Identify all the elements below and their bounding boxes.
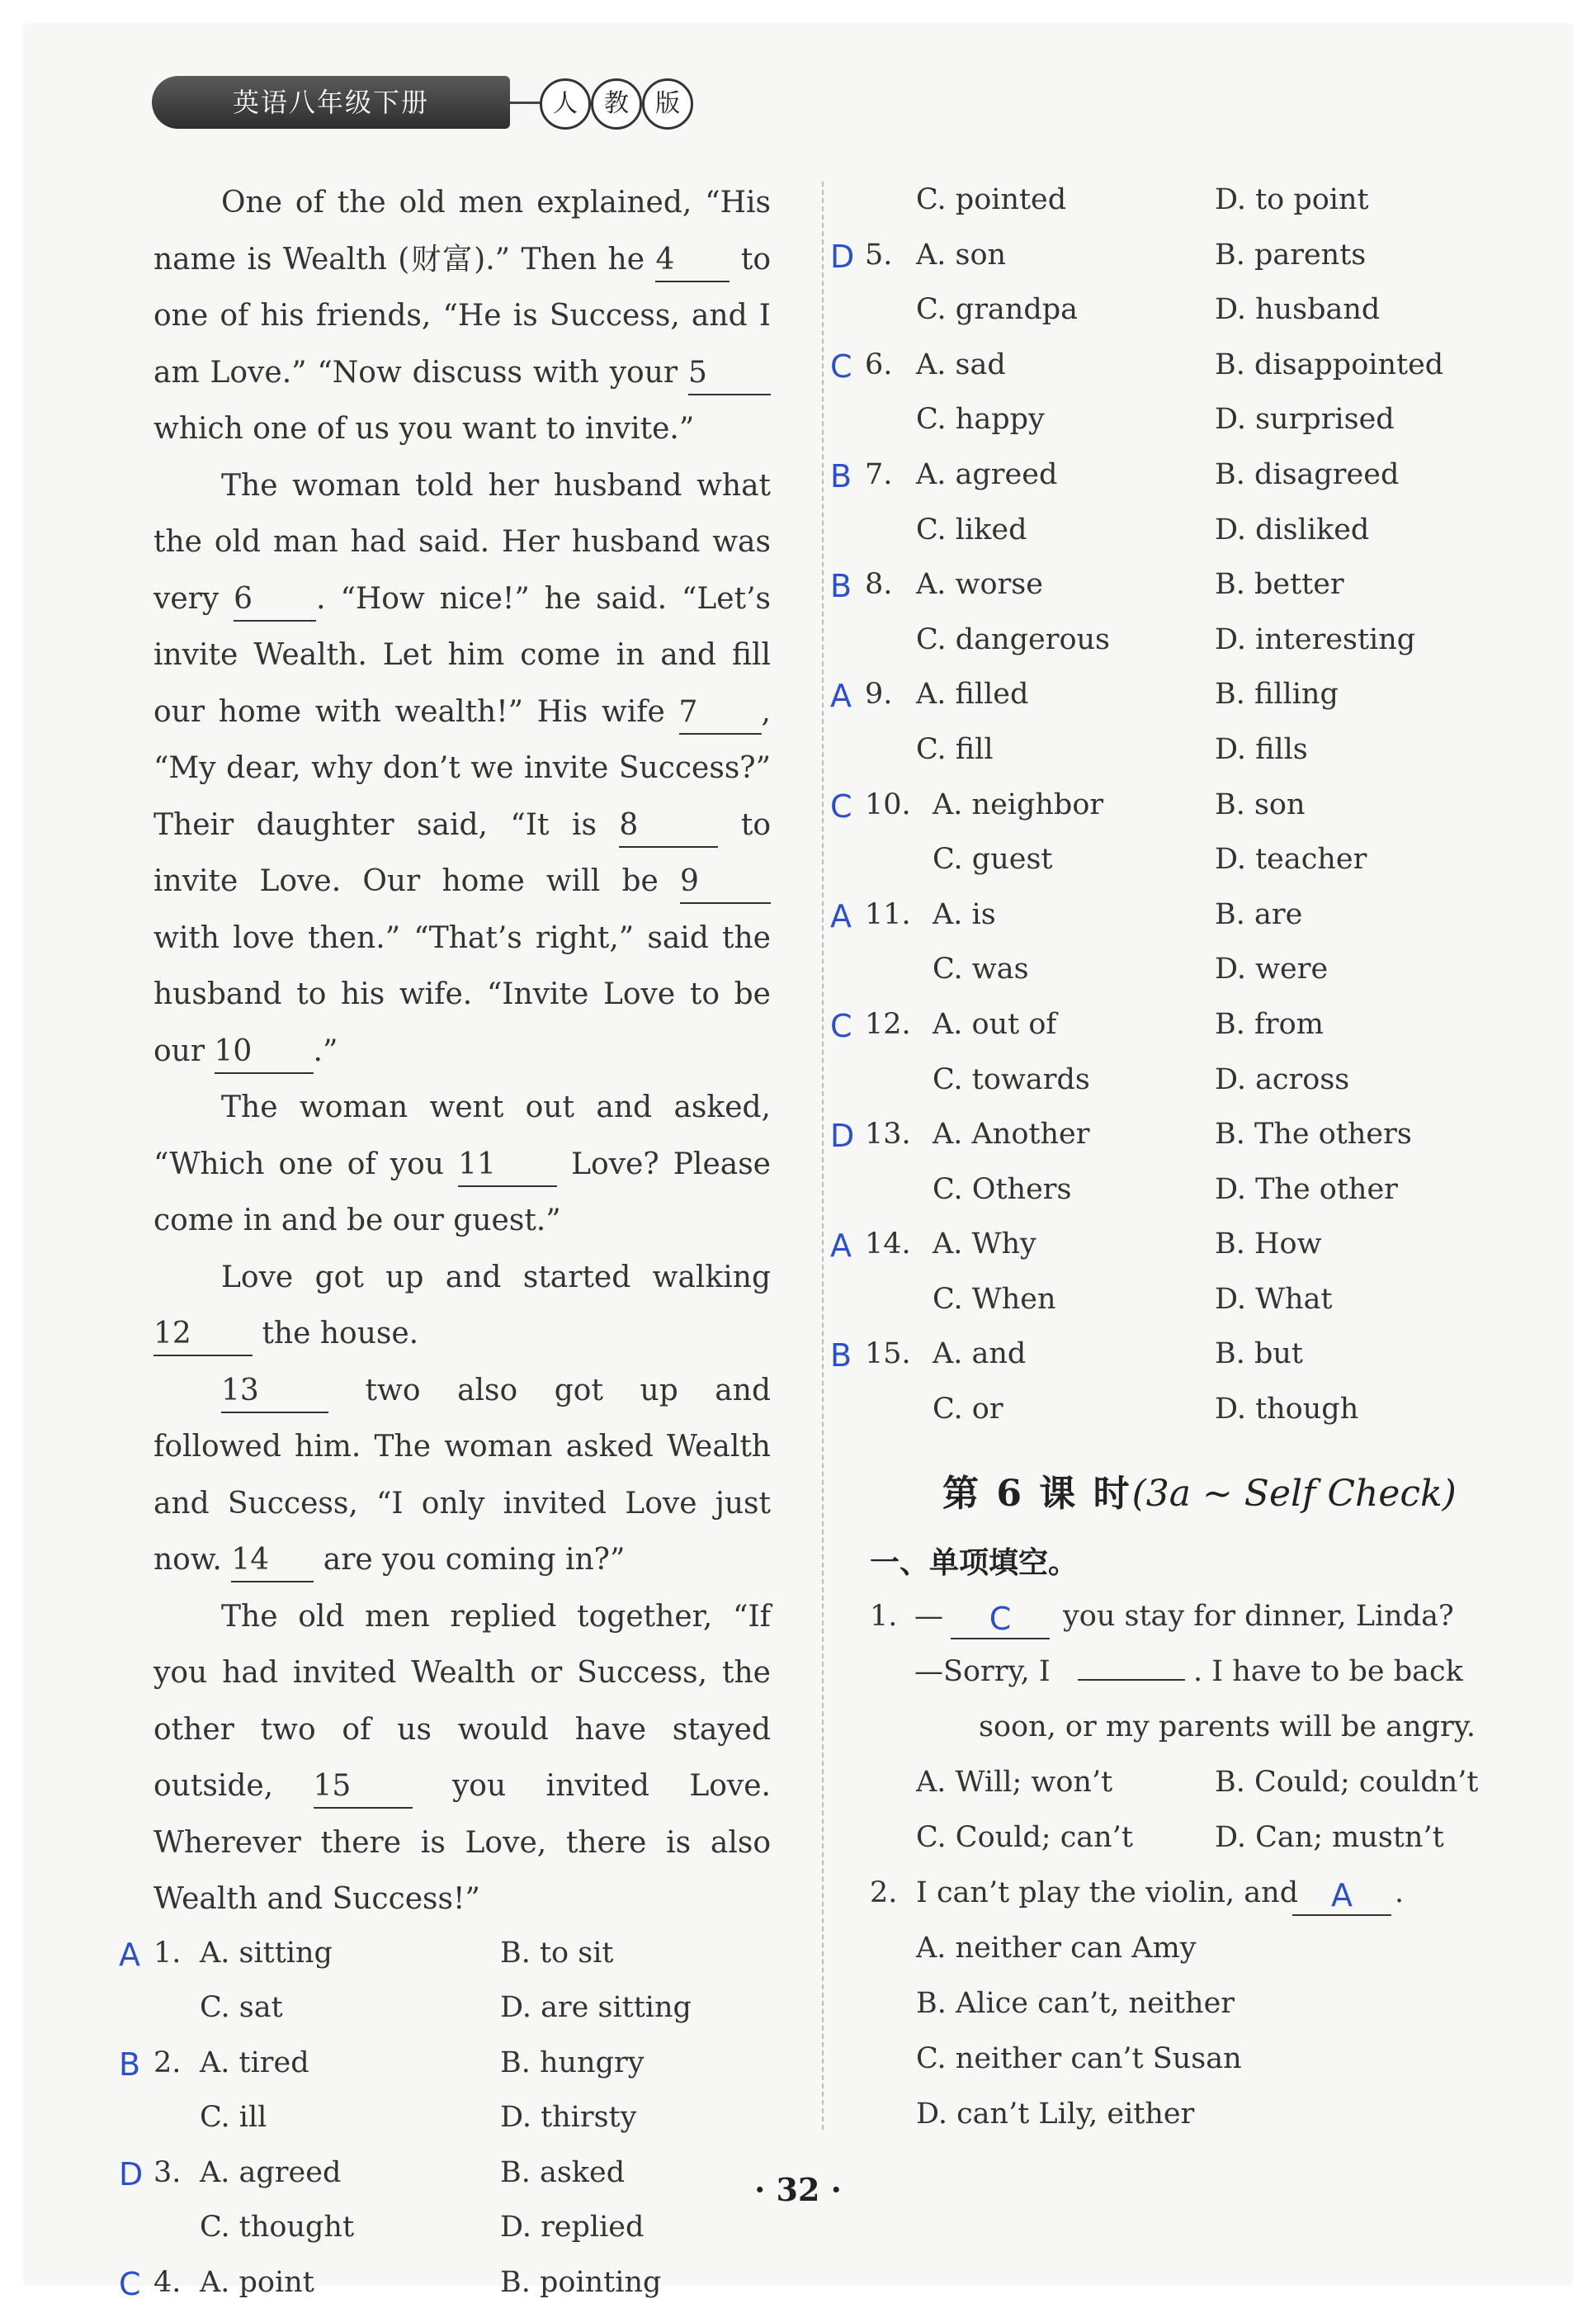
option-row-11-cd (830, 944, 1507, 1000)
option-row-9-cd (830, 725, 1507, 780)
option-row-15-cd (830, 1384, 1507, 1440)
passage-text: Love? Please come in and be our guest.” (153, 1147, 771, 1237)
passage-text: , “My dear, why don’t we invite Success?” Their daughter said, “It is (153, 694, 771, 842)
option-d: D. though (1215, 1393, 1359, 1426)
option-b: B. asked (500, 2155, 626, 2189)
option-row-3-cd (153, 2202, 771, 2258)
question-number: 5. (865, 238, 893, 272)
option-row-4 (119, 2258, 771, 2313)
passage-text: .” (313, 1034, 338, 1068)
edition-badge-1: 人 (540, 78, 591, 130)
question-dash: — (914, 1599, 943, 1633)
blank-11: 11 (458, 1144, 557, 1187)
blank-5: 5 (688, 352, 771, 395)
option-b: B. from (1215, 1007, 1324, 1041)
handwritten-answer: B (830, 1337, 852, 1374)
blank-10: 10 (215, 1031, 314, 1074)
option-a: A. and (933, 1337, 1027, 1371)
option-d: D. across (1215, 1062, 1350, 1096)
option-row-10 (830, 780, 1507, 835)
question-1-options-cd (830, 1813, 1507, 1868)
lesson-title-cn: 第 6 课 时 (942, 1472, 1132, 1515)
option-a: A. sitting (200, 1936, 333, 1970)
passage-paragraph (153, 175, 771, 458)
option-row-2-cd (153, 2093, 771, 2148)
option-d: D. replied (500, 2211, 645, 2244)
option-d: D. The other (1215, 1172, 1398, 1206)
passage-paragraph (153, 1250, 771, 1363)
handwritten-answer: A (830, 678, 852, 715)
question-number: 15. (865, 1337, 911, 1371)
book-title-banner: 英语八年级下册 (152, 76, 510, 129)
option-b: B. disagreed (1215, 457, 1400, 491)
question-2-line-1 (830, 1868, 1507, 1923)
option-row-13 (830, 1109, 1507, 1165)
option-b: B. son (1215, 788, 1306, 821)
question-2-option-b (830, 1979, 1507, 2034)
question-number: 12. (865, 1007, 911, 1041)
handwritten-answer: A (830, 897, 852, 934)
option-a: A. Will; won’t (916, 1765, 1113, 1799)
option-row-7 (830, 450, 1507, 505)
passage-text: you invited Love. Wherever there is Love, there is also Wealth and Success!” (153, 1769, 771, 1916)
passage-paragraph (153, 458, 771, 1081)
option-row-4-cd (830, 175, 1507, 230)
option-b: B. hungry (500, 2046, 645, 2079)
header-connector (510, 102, 540, 104)
option-b: B. disappointed (1215, 348, 1444, 381)
option-d: D. can’t Lily, either (916, 2097, 1195, 2131)
question-text: I can’t play the violin, and (916, 1875, 1299, 1909)
option-c: C. grandpa (916, 293, 1079, 327)
handwritten-answer: D (830, 1118, 855, 1155)
option-c: C. Others (933, 1172, 1072, 1206)
passage-paragraph (153, 1589, 771, 1928)
option-d: D. Can; mustn’t (1215, 1820, 1444, 1854)
option-a: A. agreed (200, 2155, 342, 2189)
option-row-8 (830, 560, 1507, 615)
handwritten-answer: A (119, 1936, 140, 1973)
question-text: you stay for dinner, Linda? (1063, 1599, 1454, 1633)
blank-4: 4 (655, 239, 730, 282)
passage-text: The woman told her husband what the old man had said. Her husband was very (153, 468, 771, 616)
option-b: B. parents (1215, 238, 1367, 272)
passage-paragraph (153, 1080, 771, 1250)
option-row-9 (830, 669, 1507, 725)
option-b: B. are (1215, 897, 1303, 931)
passage-text: Love got up and started walking (221, 1260, 771, 1294)
option-a: A. neither can Amy (916, 1931, 1197, 1965)
question-number: 14. (865, 1227, 911, 1261)
passage-text: are you coming in?” (314, 1543, 626, 1577)
right-column (830, 175, 1507, 2145)
blank-15: 15 (314, 1766, 413, 1809)
option-a: A. sad (916, 348, 1006, 381)
options-list-right (830, 175, 1507, 1440)
option-row-10-cd (830, 835, 1507, 890)
option-b: B. but (1215, 1337, 1303, 1371)
passage-text: The woman went out and asked, “Which one of you (153, 1090, 771, 1181)
option-c: C. happy (916, 403, 1045, 437)
passage-text: The old men replied together, “If you had invited Wealth or Success, the other two of us would have stayed outside, (153, 1599, 771, 1803)
handwritten-answer: B (830, 568, 852, 605)
passage-text: two also got up and followed him. The woman asked Wealth and Success, “I only invited Love just now. (153, 1373, 771, 1577)
question-1-options-ab (830, 1757, 1507, 1813)
handwritten-answer: C (119, 2266, 141, 2303)
blank-12: 12 (153, 1313, 253, 1356)
handwritten-answer: B (830, 457, 852, 494)
handwritten-answer: C (830, 788, 852, 825)
option-c: C. thought (200, 2211, 355, 2244)
question-number: 13. (865, 1118, 911, 1152)
question-number: 4. (153, 2266, 182, 2300)
question-1-line-2 (830, 1647, 1507, 1702)
option-c: C. liked (916, 513, 1027, 546)
passage-text: the house. (253, 1317, 419, 1350)
answer-blank (951, 1600, 1050, 1639)
passage-text: to one of his friends, “He is Success, and I am Love.” “Now discuss with your (153, 242, 771, 390)
handwritten-answer: A (830, 1227, 852, 1265)
option-d: D. disliked (1215, 513, 1370, 546)
option-row-5-cd (830, 285, 1507, 340)
option-d: D. surprised (1215, 403, 1395, 437)
question-2-option-d (830, 2089, 1507, 2145)
passage-text: . “How nice!” he said. “Let’s invite Wealth. Let him come in and fill our home with wealth!” His wife (153, 581, 771, 729)
option-b: B. pointing (500, 2266, 662, 2300)
option-row-12-cd (830, 1055, 1507, 1110)
option-a: A. neighbor (933, 788, 1104, 821)
left-column (119, 175, 771, 2313)
blank-7: 7 (679, 692, 762, 735)
option-d: D. interesting (1215, 622, 1416, 656)
handwritten-answer: D (830, 238, 855, 275)
option-row-6-cd (830, 395, 1507, 450)
option-a: A. out of (933, 1007, 1057, 1041)
handwritten-answer: C (830, 348, 852, 385)
handwritten-answer: C (951, 1600, 1050, 1639)
blank-9: 9 (680, 861, 771, 904)
question-2-option-a (830, 1923, 1507, 1979)
option-row-13-cd (830, 1165, 1507, 1220)
question-text: . (1395, 1875, 1405, 1909)
passage-text: to invite Love. Our home will be (153, 807, 771, 898)
question-number: 11. (865, 897, 911, 931)
question-number: 10. (865, 788, 911, 821)
option-row-14-cd (830, 1275, 1507, 1330)
option-row-15 (830, 1329, 1507, 1384)
passage-text: with love then.” “That’s right,” said the husband to his wife. “Invite Love to be our (153, 920, 771, 1068)
question-number: 6. (865, 348, 893, 381)
option-c: C. fill (916, 732, 994, 766)
question-number: 9. (865, 678, 893, 712)
option-c: C. was (933, 953, 1029, 986)
option-row-6 (830, 340, 1507, 395)
option-b: B. better (1215, 568, 1344, 602)
option-a: A. Another (933, 1118, 1090, 1152)
option-c: C. dangerous (916, 622, 1111, 656)
option-row-1-cd (153, 1983, 771, 2038)
option-row-2 (119, 2038, 771, 2093)
cloze-passage (153, 175, 771, 1928)
page-number: · 32 · (754, 2171, 842, 2208)
option-a: A. Why (933, 1227, 1036, 1261)
option-b: B. to sit (500, 1936, 614, 1970)
option-d: D. thirsty (500, 2101, 637, 2135)
option-a: A. worse (916, 568, 1043, 602)
option-c: C. towards (933, 1062, 1090, 1096)
option-a: A. point (200, 2266, 314, 2300)
option-b: B. Alice can’t, neither (916, 1986, 1235, 2020)
section-heading: 一、单项填空。 (870, 1545, 1079, 1580)
handwritten-answer: D (119, 2155, 144, 2192)
passage-text: which one of us you want to invite.” (153, 412, 695, 446)
question-text: . I have to be back (1193, 1654, 1463, 1688)
answer-blank (1078, 1679, 1185, 1681)
question-number: 7. (865, 457, 893, 491)
option-d: D. What (1215, 1282, 1333, 1316)
question-text: —Sorry, I (914, 1654, 1051, 1688)
option-c: C. guest (933, 843, 1053, 877)
option-a: A. son (916, 238, 1007, 272)
blank-6: 6 (234, 579, 316, 622)
lesson-title (942, 1453, 1507, 1535)
question-number: 1. (153, 1936, 182, 1970)
question-2-option-c (830, 2034, 1507, 2089)
option-d: D. fills (1215, 732, 1308, 766)
option-b: B. Could; couldn’t (1215, 1765, 1479, 1799)
option-d: D. were (1215, 953, 1329, 986)
option-a: A. filled (916, 678, 1029, 712)
question-1-line-3 (830, 1702, 1507, 1757)
option-row-12 (830, 1000, 1507, 1055)
option-row-11 (830, 890, 1507, 945)
option-row-1 (119, 1928, 771, 1984)
passage-paragraph (153, 1363, 771, 1589)
question-1-line-1 (830, 1592, 1507, 1647)
question-number: 2. (153, 2046, 182, 2079)
option-c: C. Could; can’t (916, 1820, 1133, 1854)
column-divider (822, 182, 824, 2130)
handwritten-answer: C (830, 1007, 852, 1044)
option-d: D. teacher (1215, 843, 1367, 877)
option-d: D. husband (1215, 293, 1381, 327)
question-text: soon, or my parents will be angry. (979, 1710, 1476, 1743)
option-c: C. or (933, 1393, 1003, 1426)
option-c: C. sat (200, 1991, 283, 2025)
passage-text: One of the old men explained, “His name is Wealth (财富).” Then he (153, 186, 771, 277)
options-list-left (119, 1928, 771, 2313)
option-b: B. How (1215, 1227, 1322, 1261)
option-c: C. neither can’t Susan (916, 2041, 1242, 2075)
option-row-8-cd (830, 615, 1507, 670)
option-b: B. The others (1215, 1118, 1412, 1152)
edition-badge-3: 版 (642, 78, 693, 130)
edition-badge-2: 教 (591, 78, 642, 130)
option-row-7-cd (830, 505, 1507, 561)
option-a: A. tired (200, 2046, 309, 2079)
option-d: D. to point (1215, 183, 1369, 216)
option-row-14 (830, 1219, 1507, 1275)
question-number: 8. (865, 568, 893, 602)
blank-8: 8 (619, 805, 718, 848)
option-c: C. When (933, 1282, 1056, 1316)
question-number: 1. (870, 1599, 898, 1633)
option-c: C. ill (200, 2101, 267, 2135)
blank-14: 14 (231, 1540, 314, 1582)
question-number: 3. (153, 2155, 182, 2189)
option-b: B. filling (1215, 678, 1339, 712)
lesson-title-en: (3a ~ Self Check) (1131, 1472, 1457, 1515)
handwritten-answer: A (1292, 1876, 1391, 1916)
option-d: D. are sitting (500, 1991, 692, 2025)
option-c: C. pointed (916, 183, 1067, 216)
option-a: A. agreed (916, 457, 1058, 491)
option-row-5 (830, 230, 1507, 286)
handwritten-answer: B (119, 2046, 141, 2083)
blank-13: 13 (221, 1370, 328, 1413)
option-a: A. is (933, 897, 996, 931)
question-number: 2. (870, 1875, 898, 1909)
